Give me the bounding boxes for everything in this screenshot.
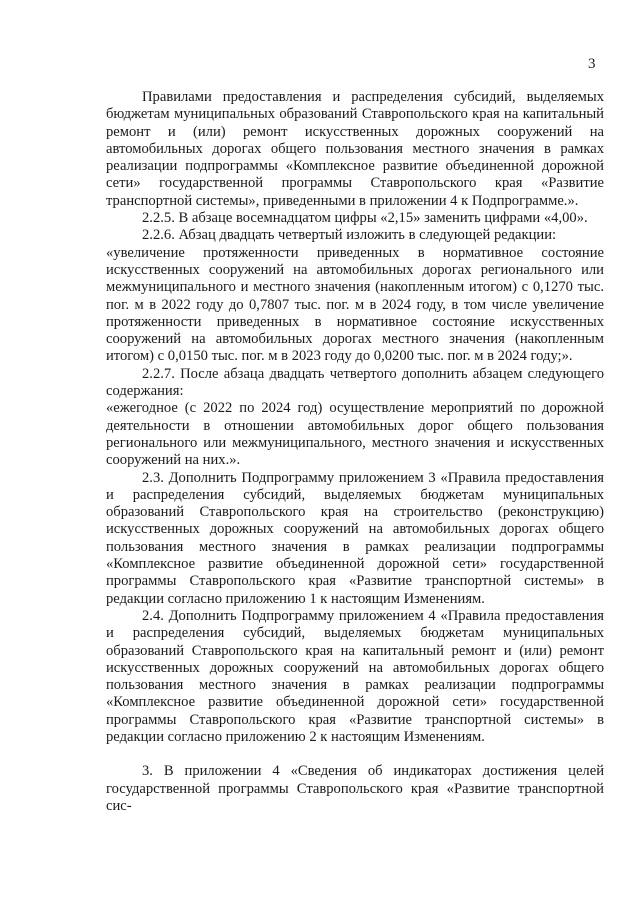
document-body: [106, 89, 604, 815]
paragraph-2-2-7-quote: «ежегодное (с 2022 по 2024 год) осуществление мероприятий по дорожной деятельности в отношении автомобильных дорог общего пользования регионального или межмуниципального, местного значения и искусственных сооружений на них.».: [106, 400, 604, 469]
paragraph-2-2-5: 2.2.5. В абзаце восемнадцатом цифры «2,15» заменить цифрами «4,00».: [142, 210, 588, 227]
paragraph-2-2-7: 2.2.7. После абзаца двадцать четвертого дополнить абзацем следующего содержания:: [106, 365, 604, 400]
paragraph-2-3: 2.3. Дополнить Подпрограмму приложением 3 «Правила предоставления и распределения субсидий, выделяемых бюджетам муниципальных образований Ставропольского края на строительство (реконструкцию) искусственных дорожных сооружений на автомобильных дорогах общего пользования местного значения в рамках реализации подпрограммы «Комплексное развитие объединенной дорожной сети» государственной программы Ставропольского края «Развитие транспортной системы» в редакции согласно приложению 1 к настоящим Изменениям.: [106, 469, 604, 607]
paragraph-gap: [106, 746, 604, 763]
paragraph-2-2-6-quote: «увеличение протяженности приведенных в нормативное состояние искусственных сооружений на автомобильных дорогах регионального или межмуниципального и местного значения (накопленным итогом) с 0,1270 тыс. пог. м в 2022 году до 0,7807 тыс. пог. м в 2024 году, в том числе увеличение протяженности приведенных в нормативное состояние искусственных сооружений на автомобильных дорогах местного значения (накопленным итогом) с 0,0150 тыс. пог. м в 2023 году до 0,0200 тыс. пог. м в 2024 году;».: [106, 244, 604, 365]
page-number: 3: [588, 56, 596, 72]
paragraph-rules-continuation: Правилами предоставления и распределения субсидий, выделяемых бюджетам муниципальных образований Ставропольского края на капитальный ремонт и (или) ремонт искусственных дорожных сооружений на автомобильных дорогах общего пользования местного значения в рамках реализации подпрограммы «Комплексное развитие объединенной дорожной сети» государственной программы Ставропольского края «Развитие транспортной системы», приведенными в приложении 4 к Подпрограмме.».: [106, 89, 604, 209]
paragraph-2-2-6: 2.2.6. Абзац двадцать четвертый изложить в следующей редакции:: [142, 227, 557, 244]
paragraph-3: 3. В приложении 4 «Сведения об индикаторах достижения целей государственной программы Ставропольского края «Развитие транспортной сис-: [106, 763, 604, 814]
paragraph-2-4: 2.4. Дополнить Подпрограмму приложением 4 «Правила предоставления и распределения субсидий, выделяемых бюджетам муниципальных образований Ставропольского края на капитальный ремонт и (или) ремонт искусственных дорожных сооружений на автомобильных дорогах общего пользования местного значения в рамках реализации подпрограммы «Комплексное развитие объединенной дорожной сети» государственной программы Ставропольского края «Развитие транспортной системы» в редакции согласно приложению 2 к настоящим Изменениям.: [106, 607, 604, 745]
